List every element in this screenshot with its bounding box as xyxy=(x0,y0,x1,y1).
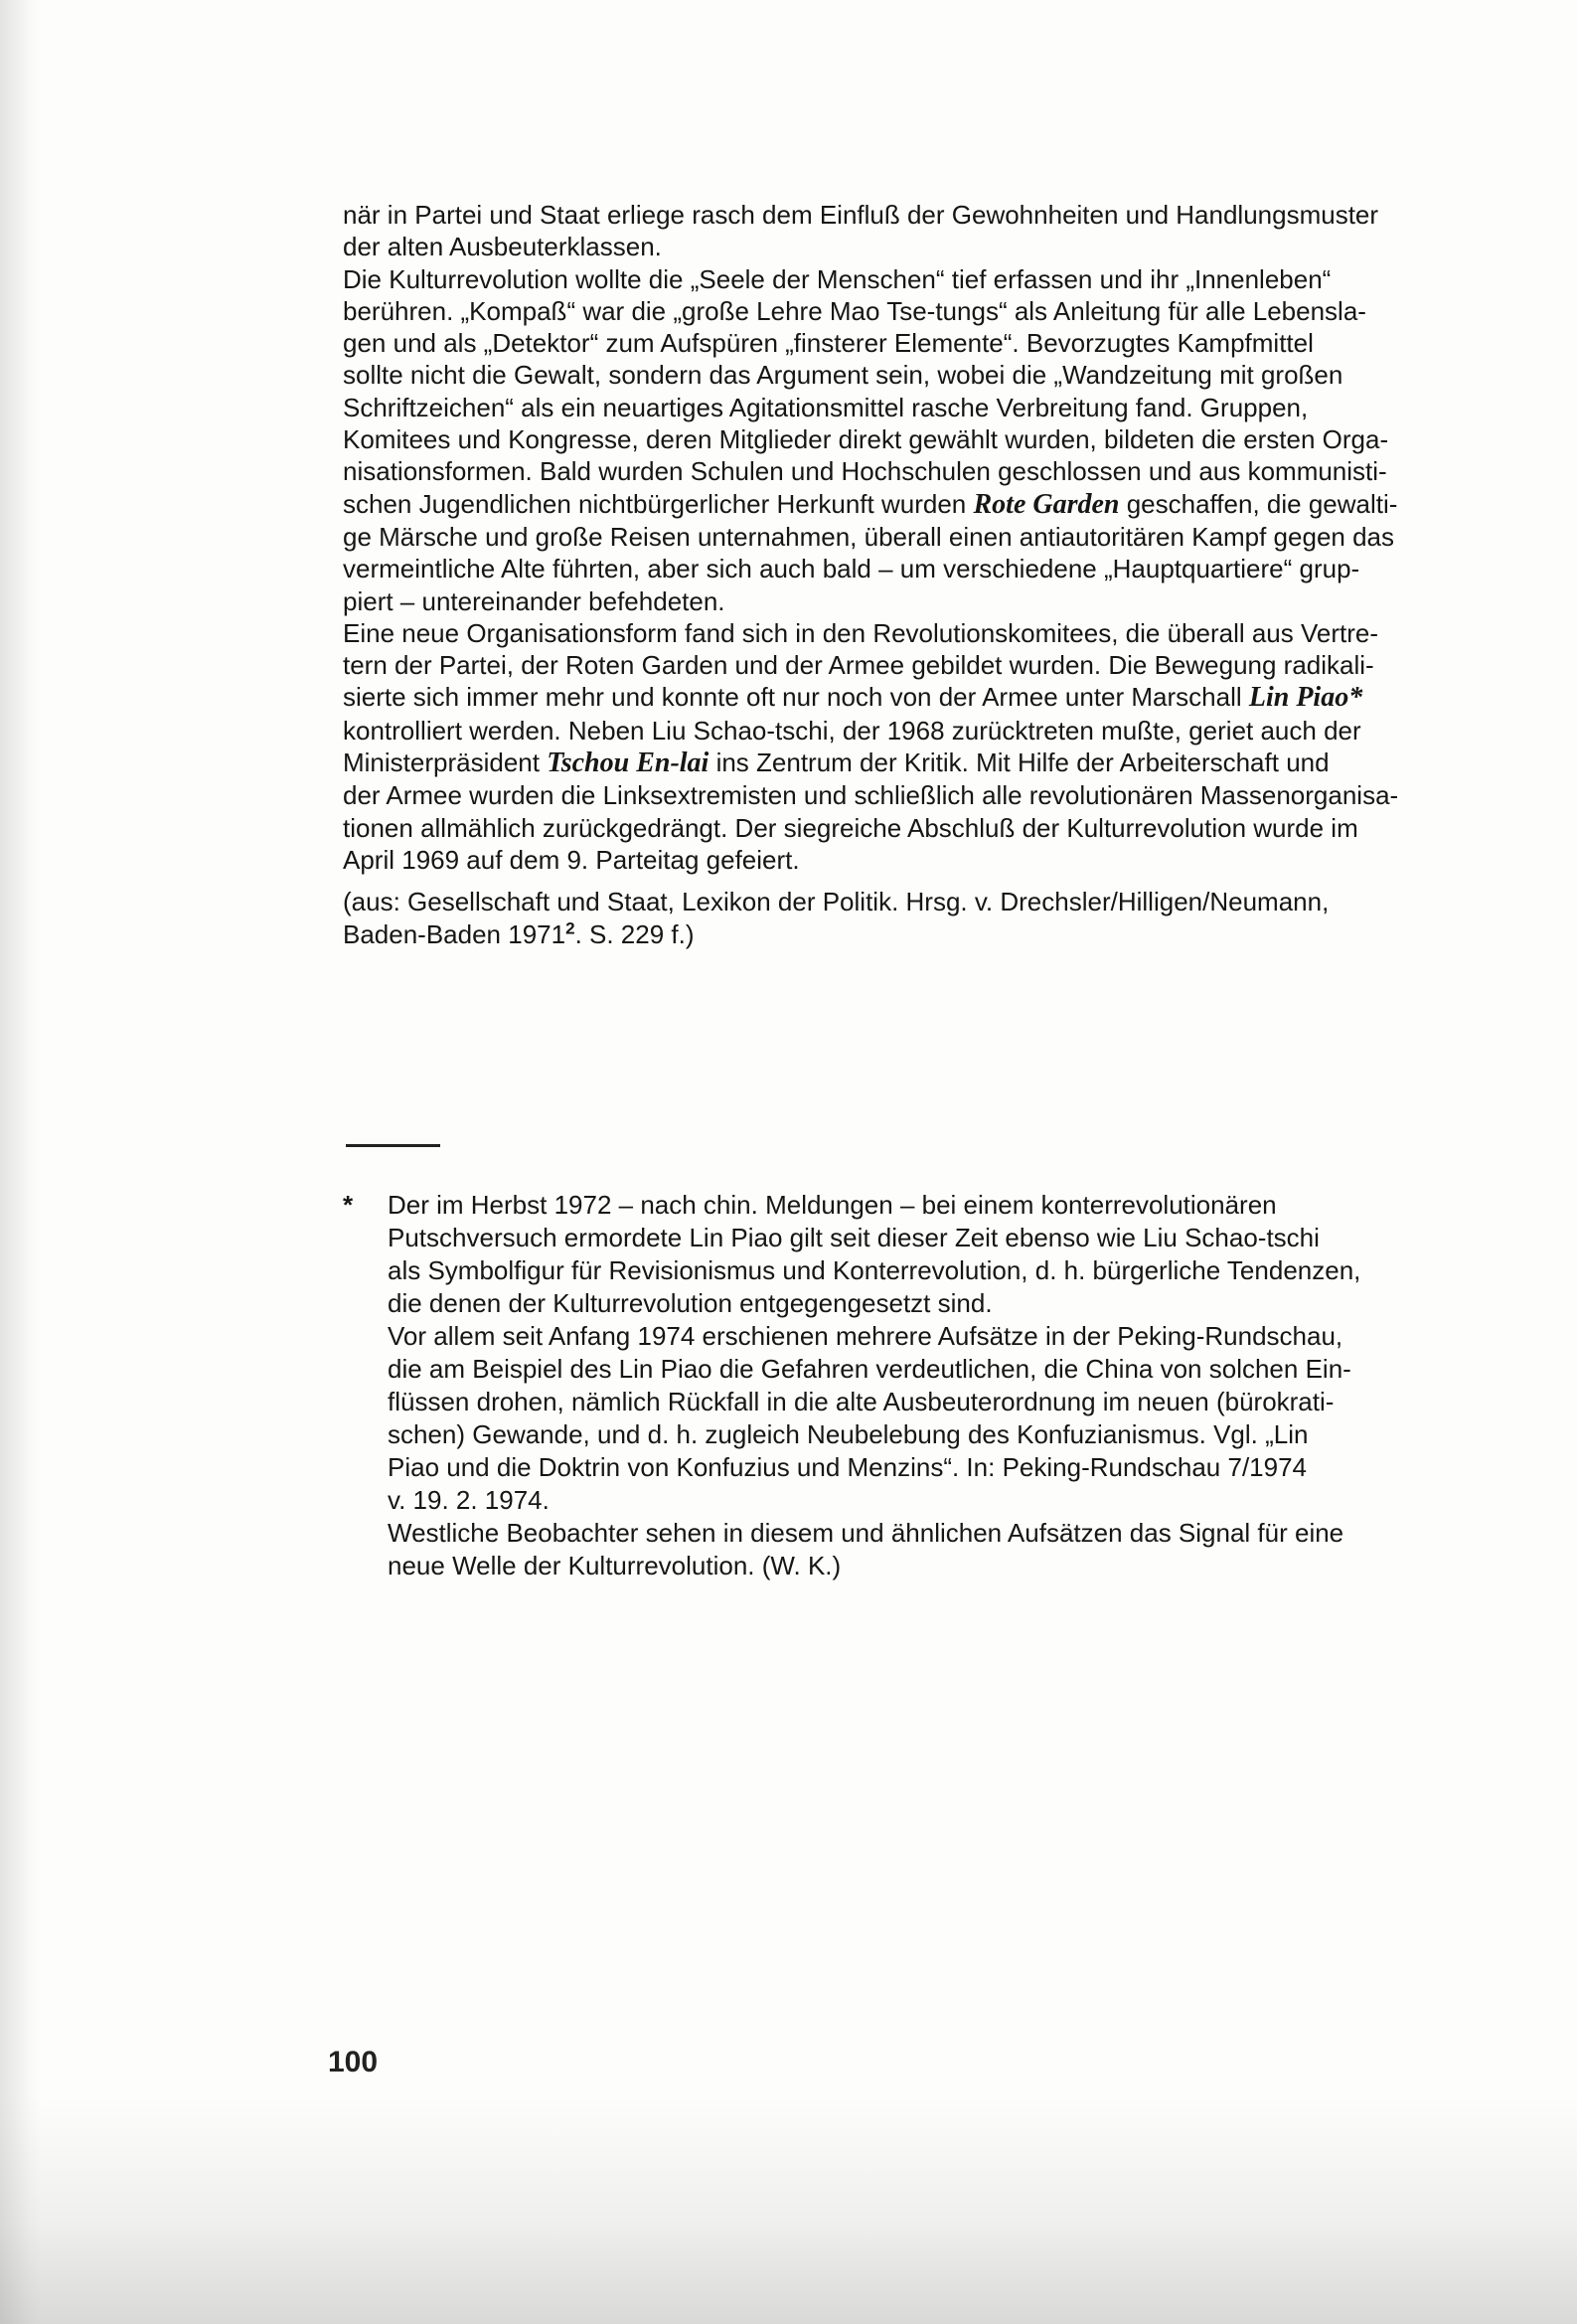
text-segment: . S. 229 f.) xyxy=(574,918,695,949)
main-text xyxy=(343,199,1540,950)
text-line: vermeintliche Alte führten, aber sich auch bald – um verschiedene „Hauptquartiere“ grup- xyxy=(343,554,1360,584)
scan-shadow-left xyxy=(0,0,42,2324)
footnote-line: neue Welle der Kulturrevolution. (W. K.) xyxy=(388,1551,842,1580)
footnote-line: schen) Gewande, und d. h. zugleich Neubelebung des Konfuzianismus. Vgl. „Lin xyxy=(388,1419,1309,1449)
text-segment: sierte sich immer mehr und konnte oft nur noch von der Armee unter Marschall xyxy=(343,682,1249,713)
text-segment: geschaffen, die gewalti- xyxy=(1119,488,1398,519)
footnote-line: v. 19. 2. 1974. xyxy=(388,1485,550,1515)
footnote-line: die am Beispiel des Lin Piao die Gefahren verdeutlichen, die China von solchen Ein- xyxy=(388,1354,1351,1384)
footnote-line: Der im Herbst 1972 – nach chin. Meldungen – bei einem konterrevolutionären xyxy=(388,1190,1277,1220)
emphasis-rote-garden: Rote Garden xyxy=(973,488,1120,520)
text-line: nisationsformen. Bald wurden Schulen und Hochschulen geschlossen und aus kommunisti- xyxy=(343,456,1387,487)
text-line xyxy=(343,681,1540,714)
text-line: Eine neue Organisationsform fand sich in den Revolutionskomitees, die überall aus Vertre- xyxy=(343,617,1379,648)
text-line xyxy=(343,747,1540,779)
text-line: ge Märsche und große Reisen unternahmen, überall einen antiautoritären Kampf gegen das xyxy=(343,521,1395,552)
emphasis-lin-piao: Lin Piao* xyxy=(1248,682,1363,714)
footnote-marker: * xyxy=(343,1190,354,1220)
text-line: tionen allmählich zurückgedrängt. Der siegreiche Abschluß der Kulturrevolution wurde im xyxy=(343,812,1358,843)
text-segment: Baden-Baden 1971 xyxy=(343,918,566,949)
footnote-line: Vor allem seit Anfang 1974 erschienen mehrere Aufsätze in der Peking-Rundschau, xyxy=(388,1321,1343,1351)
text-line: der alten Ausbeuterklassen. xyxy=(343,232,662,262)
footnote-line: flüssen drohen, nämlich Rückfall in die alte Ausbeuterordnung im neuen (bürokrati- xyxy=(388,1387,1335,1416)
text-line xyxy=(343,488,1540,521)
text-line: när in Partei und Staat erliege rasch dem Einfluß der Gewohnheiten und Handlungsmuster xyxy=(343,200,1379,230)
text-line: piert – untereinander befehdeten. xyxy=(343,585,725,616)
citation-superscript: 2 xyxy=(565,917,575,937)
text-line: Komitees und Kongresse, deren Mitglieder direkt gewählt wurden, bildeten die ersten Orga- xyxy=(343,424,1389,455)
text-segment: schen Jugendlichen nichtbürgerlicher Herkunft wurden xyxy=(343,488,974,519)
text-line: April 1969 auf dem 9. Parteitag gefeiert. xyxy=(343,844,800,875)
text-line: berühren. „Kompaß“ war die „große Lehre Mao Tse-tungs“ als Anleitung für alle Lebensla- xyxy=(343,295,1366,326)
text-line: sollte nicht die Gewalt, sondern das Argument sein, wobei die „Wandzeitung mit großen xyxy=(343,360,1343,391)
footnote xyxy=(343,1189,1540,1582)
text-line: der Armee wurden die Linksextremisten und schließlich alle revolutionären Massenorganisa- xyxy=(343,780,1399,811)
text-line: tern der Partei, der Roten Garden und der Armee gebildet wurden. Die Bewegung radikali- xyxy=(343,650,1374,681)
footnote-line: Westliche Beobachter sehen in diesem und ähnlichen Aufsätzen das Signal für eine xyxy=(388,1518,1344,1548)
footnote-line: Putschversuch ermordete Lin Piao gilt seit dieser Zeit ebenso wie Liu Schao-tschi xyxy=(388,1223,1320,1252)
footnote-line: die denen der Kulturrevolution entgegengesetzt sind. xyxy=(388,1288,993,1318)
citation-line xyxy=(343,918,1540,950)
text-segment: ins Zentrum der Kritik. Mit Hilfe der Arbeiterschaft und xyxy=(709,747,1330,778)
text-segment: Ministerpräsident xyxy=(343,747,548,778)
footnote-line: als Symbolfigur für Revisionismus und Konterrevolution, d. h. bürgerliche Tendenzen, xyxy=(388,1255,1361,1285)
emphasis-tschou-en-lai: Tschou En-lai xyxy=(547,747,710,779)
text-line: kontrolliert werden. Neben Liu Schao-tschi, der 1968 zurücktreten mußte, geriet auch der xyxy=(343,715,1361,746)
page-number: 100 xyxy=(328,2046,379,2078)
text-line: gen und als „Detektor“ zum Aufspüren „finsterer Elemente“. Bevorzugtes Kampfmittel xyxy=(343,328,1314,359)
footnote-line: Piao und die Doktrin von Konfuzius und Menzins“. In: Peking-Rundschau 7/1974 xyxy=(388,1452,1308,1482)
footnote-divider xyxy=(346,1144,440,1147)
text-line: Die Kulturrevolution wollte die „Seele der Menschen“ tief erfassen und ihr „Innenleben“ xyxy=(343,263,1332,294)
scan-shadow-bottom xyxy=(0,2095,1577,2324)
text-line: Schriftzeichen“ als ein neuartiges Agitationsmittel rasche Verbreitung fand. Gruppen, xyxy=(343,392,1309,422)
citation-line: (aus: Gesellschaft und Staat, Lexikon der Politik. Hrsg. v. Drechsler/Hilligen/Neumann, xyxy=(343,887,1330,917)
